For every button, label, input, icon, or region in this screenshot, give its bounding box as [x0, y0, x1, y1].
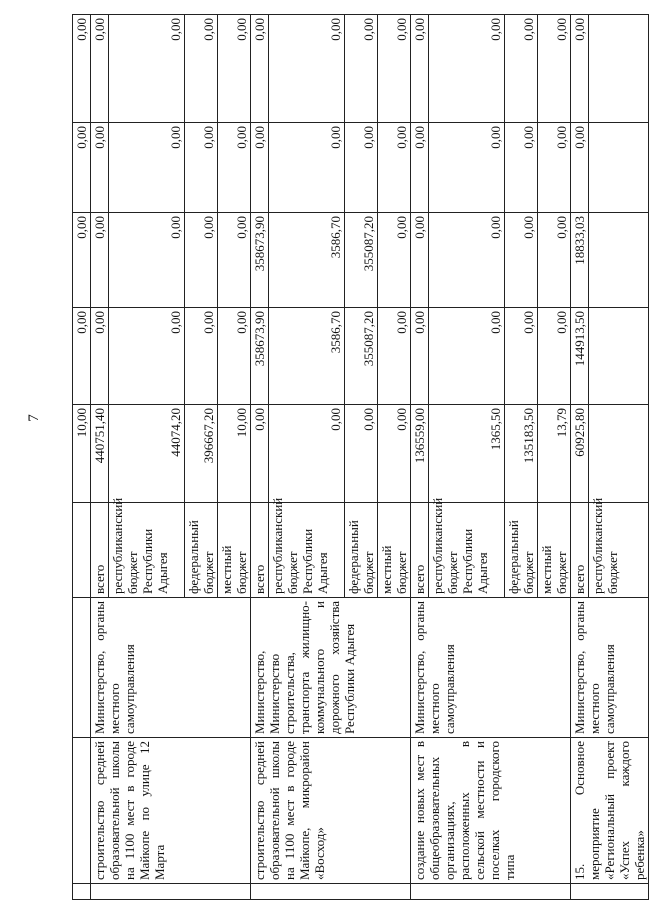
table-row — [251, 15, 269, 900]
value-cell: 0,00 — [251, 123, 269, 213]
value-cell: 0,00 — [538, 213, 571, 308]
value-cell: 0,00 — [218, 213, 251, 308]
event-name-cell: строительство средней образовательной школы на 1100 мест в городе Майкопе, микрорайон «Восход» — [251, 738, 411, 884]
executor-cell — [73, 598, 91, 738]
value-cell: 3586,70 — [269, 308, 345, 405]
number-cell — [91, 884, 251, 900]
value-cell: 0,00 — [185, 15, 218, 123]
value-cell: 0,00 — [91, 308, 109, 405]
value-cell: 440751,40 — [91, 405, 109, 503]
value-cell — [589, 213, 649, 308]
value-cell: 0,00 — [218, 15, 251, 123]
value-cell: 0,00 — [411, 213, 429, 308]
value-cell: 0,00 — [429, 213, 505, 308]
funding-source-cell: местный бюджет — [378, 503, 411, 598]
funding-source-cell: всего — [571, 503, 589, 598]
value-cell: 0,00 — [269, 15, 345, 123]
value-cell: 0,00 — [185, 123, 218, 213]
table-row — [91, 15, 109, 900]
value-cell: 0,00 — [429, 123, 505, 213]
funding-source-cell: федеральный бюджет — [505, 503, 538, 598]
value-cell: 0,00 — [538, 15, 571, 123]
value-cell: 0,00 — [185, 213, 218, 308]
value-cell: 0,00 — [505, 213, 538, 308]
number-cell — [411, 884, 571, 900]
value-cell: 0,00 — [571, 15, 589, 123]
value-cell: 13,79 — [538, 405, 571, 503]
value-cell: 0,00 — [345, 405, 378, 503]
value-cell: 0,00 — [505, 123, 538, 213]
event-name-cell: 15. Основное мероприятие «Региональный проект «Успех каждого ребенка» — [571, 738, 649, 884]
budget-table — [72, 14, 649, 900]
value-cell: 3586,70 — [269, 213, 345, 308]
value-cell: 0,00 — [109, 308, 185, 405]
value-cell: 0,00 — [73, 15, 91, 123]
value-cell: 0,00 — [571, 123, 589, 213]
funding-source-cell: республиканский бюджет Республики Адыгея — [109, 503, 185, 598]
value-cell: 358673,90 — [251, 308, 269, 405]
value-cell: 396667,20 — [185, 405, 218, 503]
value-cell: 18833,03 — [571, 213, 589, 308]
value-cell: 0,00 — [251, 405, 269, 503]
funding-source-cell: местный бюджет — [218, 503, 251, 598]
value-cell: 0,00 — [538, 123, 571, 213]
value-cell: 0,00 — [411, 15, 429, 123]
value-cell: 0,00 — [411, 123, 429, 213]
executor-cell: Министерство, Министерство строительства, транспорта жилищно-коммунального и дорожного хозяйства Республики Адыгея — [251, 598, 411, 738]
funding-source-cell: федеральный бюджет — [345, 503, 378, 598]
executor-cell: Министерство, органы местного самоуправления — [571, 598, 649, 738]
number-cell — [571, 884, 649, 900]
value-cell: 135183,50 — [505, 405, 538, 503]
executor-cell: Министерство, органы местного самоуправления — [91, 598, 251, 738]
value-cell: 0,00 — [91, 123, 109, 213]
value-cell: 60925,80 — [571, 405, 589, 503]
value-cell: 0,00 — [91, 213, 109, 308]
value-cell: 0,00 — [73, 308, 91, 405]
value-cell: 0,00 — [91, 15, 109, 123]
value-cell: 0,00 — [538, 308, 571, 405]
funding-source-cell: республиканский бюджет — [589, 503, 649, 598]
funding-source-cell: местный бюджет — [538, 503, 571, 598]
value-cell: 10,00 — [218, 405, 251, 503]
event-name-cell: строительство средней образовательной школы на 1100 мест в городе Майкопе по улице 12 Марта — [91, 738, 251, 884]
value-cell: 0,00 — [185, 308, 218, 405]
value-cell: 0,00 — [378, 405, 411, 503]
value-cell: 0,00 — [411, 308, 429, 405]
value-cell: 0,00 — [269, 123, 345, 213]
number-cell — [73, 884, 91, 900]
value-cell — [589, 123, 649, 213]
value-cell: 144913,50 — [571, 308, 589, 405]
event-name-cell — [73, 738, 91, 884]
value-cell: 0,00 — [378, 15, 411, 123]
value-cell — [589, 15, 649, 123]
value-cell: 0,00 — [378, 213, 411, 308]
value-cell: 1365,50 — [429, 405, 505, 503]
table-row — [571, 15, 589, 900]
funding-source-cell: всего — [411, 503, 429, 598]
rotated-table-sheet — [72, 15, 647, 900]
value-cell: 44074,20 — [109, 405, 185, 503]
funding-source-cell: республиканский бюджет Республики Адыгея — [269, 503, 345, 598]
table-row — [411, 15, 429, 900]
value-cell: 0,00 — [505, 15, 538, 123]
page-number: 7 — [26, 414, 42, 422]
value-cell: 0,00 — [251, 15, 269, 123]
value-cell: 0,00 — [429, 308, 505, 405]
value-cell: 136559,00 — [411, 405, 429, 503]
value-cell: 0,00 — [345, 15, 378, 123]
value-cell: 355087,20 — [345, 308, 378, 405]
value-cell: 0,00 — [429, 15, 505, 123]
executor-cell: Министерство, органы местного самоуправления — [411, 598, 571, 738]
value-cell: 0,00 — [218, 123, 251, 213]
value-cell: 0,00 — [218, 308, 251, 405]
value-cell: 0,00 — [378, 123, 411, 213]
value-cell: 0,00 — [505, 308, 538, 405]
value-cell: 0,00 — [109, 15, 185, 123]
funding-source-cell: республиканский бюджет Республики Адыгея — [429, 503, 505, 598]
number-cell — [251, 884, 411, 900]
value-cell: 0,00 — [269, 405, 345, 503]
value-cell: 0,00 — [73, 123, 91, 213]
value-cell — [589, 308, 649, 405]
value-cell: 0,00 — [378, 308, 411, 405]
event-name-cell: создание новых мест в общеобразовательных организациях, расположенных в сельской местности и поселках городского типа — [411, 738, 571, 884]
value-cell: 10,00 — [73, 405, 91, 503]
funding-source-cell: всего — [91, 503, 109, 598]
value-cell: 0,00 — [109, 213, 185, 308]
value-cell: 0,00 — [345, 123, 378, 213]
table-row — [73, 15, 91, 900]
funding-source-cell — [73, 503, 91, 598]
funding-source-cell: федеральный бюджет — [185, 503, 218, 598]
value-cell: 0,00 — [73, 213, 91, 308]
value-cell: 358673,90 — [251, 213, 269, 308]
value-cell: 355087,20 — [345, 213, 378, 308]
value-cell — [589, 405, 649, 503]
value-cell: 0,00 — [109, 123, 185, 213]
funding-source-cell: всего — [251, 503, 269, 598]
